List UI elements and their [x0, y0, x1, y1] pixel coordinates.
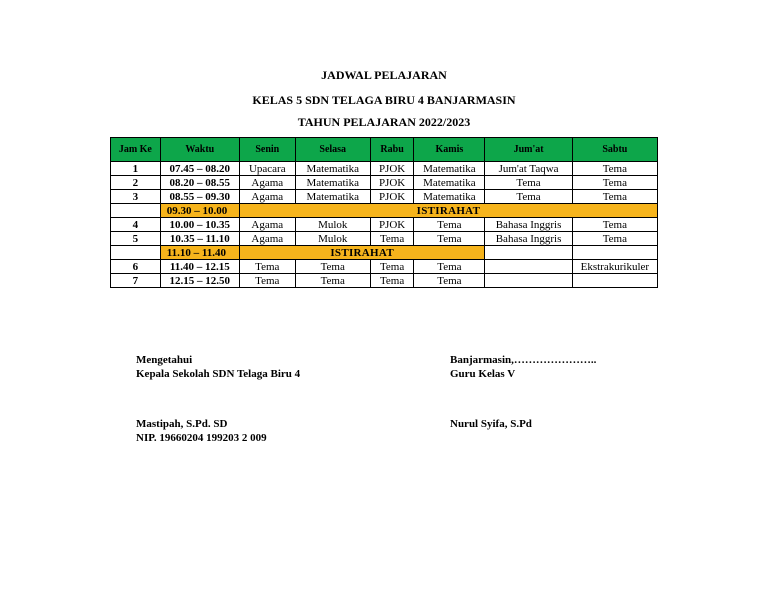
cell-waktu: 10.00 – 10.35 — [160, 218, 239, 232]
cell-jam: 6 — [111, 260, 161, 274]
cell-jam-empty — [111, 204, 161, 218]
cell-jumat: Tema — [485, 176, 572, 190]
cell-waktu: 11.40 – 12.15 — [160, 260, 239, 274]
header-sabtu: Sabtu — [572, 138, 657, 162]
table-row — [111, 274, 658, 288]
cell-senin: Tema — [239, 274, 295, 288]
cell-jam: 3 — [111, 190, 161, 204]
table-row — [111, 190, 658, 204]
break-row — [111, 204, 658, 218]
cell-kamis: Tema — [414, 274, 485, 288]
cell-jumat — [485, 246, 572, 260]
cell-jumat: Bahasa Inggris — [485, 218, 572, 232]
cell-selasa: Matematika — [295, 162, 370, 176]
header-row — [111, 138, 658, 162]
cell-waktu: 10.35 – 11.10 — [160, 232, 239, 246]
cell-sabtu: Tema — [572, 162, 657, 176]
table-row — [111, 162, 658, 176]
cell-senin: Agama — [239, 232, 295, 246]
cell-senin: Tema — [239, 260, 295, 274]
cell-rabu: Tema — [370, 260, 414, 274]
cell-selasa: Mulok — [295, 232, 370, 246]
cell-jumat — [485, 274, 572, 288]
cell-waktu: 07.45 – 08.20 — [160, 162, 239, 176]
school-year-line: TAHUN PELAJARAN 2022/2023 — [297, 115, 471, 129]
cell-senin: Upacara — [239, 162, 295, 176]
break-label: ISTIRAHAT — [239, 204, 657, 218]
cell-selasa: Matematika — [295, 190, 370, 204]
cell-jumat: Jum'at Taqwa — [485, 162, 572, 176]
break-time: 11.10 – 11.40 — [160, 246, 239, 260]
cell-kamis: Matematika — [414, 162, 485, 176]
cell-rabu: PJOK — [370, 162, 414, 176]
cell-waktu: 12.15 – 12.50 — [160, 274, 239, 288]
cell-rabu: Tema — [370, 274, 414, 288]
break-time: 09.30 – 10.00 — [160, 204, 239, 218]
cell-rabu: Tema — [370, 232, 414, 246]
cell-jam: 1 — [111, 162, 161, 176]
cell-sabtu: Tema — [572, 232, 657, 246]
cell-selasa: Mulok — [295, 218, 370, 232]
cell-senin: Agama — [239, 176, 295, 190]
header-selasa: Selasa — [295, 138, 370, 162]
principal-name: Mastipah, S.Pd. SD — [136, 418, 228, 430]
principal-nip: NIP. 19660204 199203 2 009 — [136, 432, 267, 444]
class-line: KELAS 5 SDN TELAGA BIRU 4 BANJARMASIN — [252, 93, 516, 107]
cell-sabtu — [572, 246, 657, 260]
left-sign-position: Kepala Sekolah SDN Telaga Biru 4 — [136, 368, 301, 380]
cell-selasa: Tema — [295, 274, 370, 288]
cell-jam: 4 — [111, 218, 161, 232]
cell-waktu: 08.55 – 09.30 — [160, 190, 239, 204]
cell-jam: 5 — [111, 232, 161, 246]
cell-rabu: PJOK — [370, 190, 414, 204]
cell-kamis: Tema — [414, 232, 485, 246]
cell-jam: 2 — [111, 176, 161, 190]
break-row — [111, 246, 658, 260]
header-waktu: Waktu — [160, 138, 239, 162]
header-senin: Senin — [239, 138, 295, 162]
table-row — [111, 232, 658, 246]
document-title: JADWAL PELAJARAN — [321, 68, 447, 82]
cell-kamis: Matematika — [414, 190, 485, 204]
cell-rabu: PJOK — [370, 176, 414, 190]
cell-sabtu: Tema — [572, 190, 657, 204]
cell-sabtu: Tema — [572, 176, 657, 190]
left-sign-label: Mengetahui — [136, 354, 193, 366]
header-rabu: Rabu — [370, 138, 414, 162]
teacher-name: Nurul Syifa, S.Pd — [450, 418, 532, 430]
cell-jumat: Bahasa Inggris — [485, 232, 572, 246]
cell-rabu: PJOK — [370, 218, 414, 232]
cell-senin: Agama — [239, 190, 295, 204]
cell-sabtu: Ekstrakurikuler — [572, 260, 657, 274]
cell-jam: 7 — [111, 274, 161, 288]
cell-kamis: Tema — [414, 260, 485, 274]
header-kamis: Kamis — [414, 138, 485, 162]
schedule-table — [110, 137, 658, 288]
cell-senin: Agama — [239, 218, 295, 232]
table-row — [111, 176, 658, 190]
table-row — [111, 260, 658, 274]
cell-jam-empty — [111, 246, 161, 260]
right-sign-position: Guru Kelas V — [450, 368, 516, 380]
cell-jumat — [485, 260, 572, 274]
right-sign-place-date: Banjarmasin,………………….. — [450, 354, 597, 366]
break-label: ISTIRAHAT — [239, 246, 485, 260]
header-jam-ke: Jam Ke — [111, 138, 161, 162]
table-row — [111, 218, 658, 232]
cell-jumat: Tema — [485, 190, 572, 204]
cell-sabtu — [572, 274, 657, 288]
cell-waktu: 08.20 – 08.55 — [160, 176, 239, 190]
cell-kamis: Matematika — [414, 176, 485, 190]
cell-sabtu: Tema — [572, 218, 657, 232]
header-jumat: Jum'at — [485, 138, 572, 162]
cell-selasa: Matematika — [295, 176, 370, 190]
cell-selasa: Tema — [295, 260, 370, 274]
cell-kamis: Tema — [414, 218, 485, 232]
